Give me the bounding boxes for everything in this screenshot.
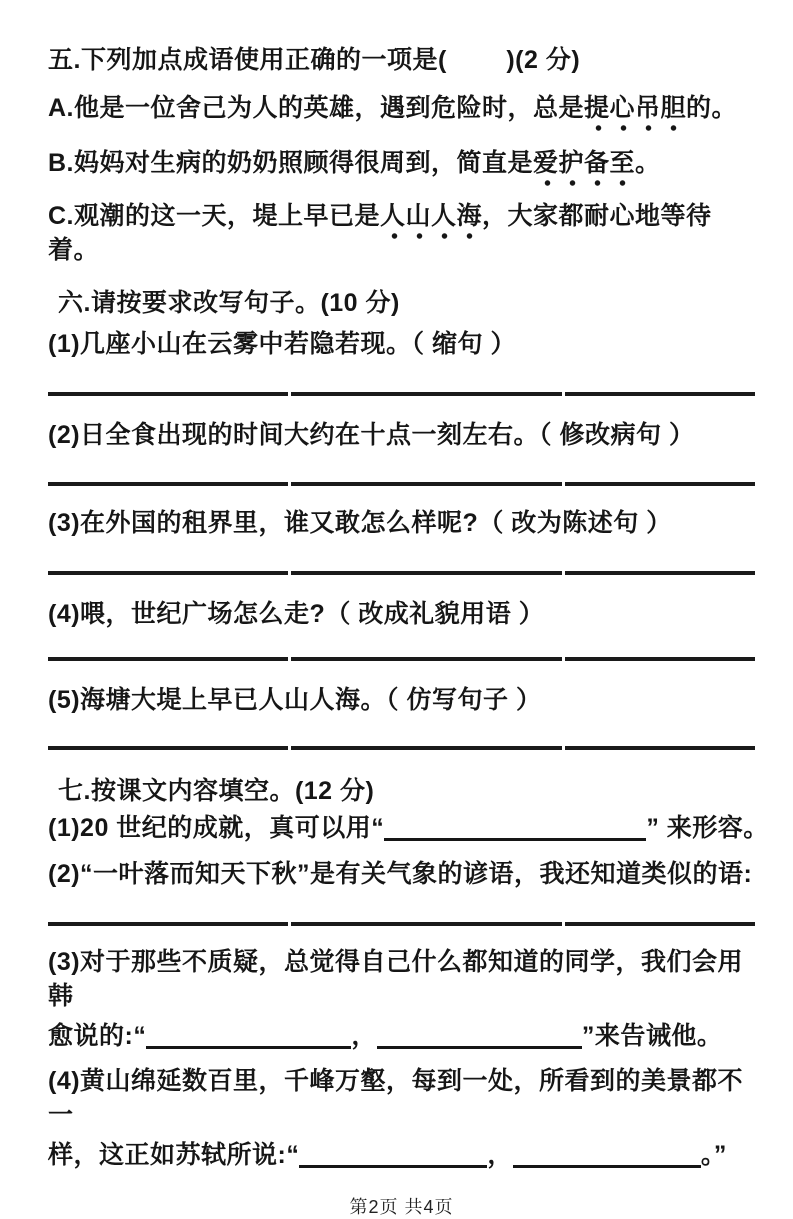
answer-line (48, 571, 755, 575)
answer-line-segment (565, 392, 755, 396)
option-b-emphasized-idiom: 爱护备至 (533, 149, 635, 186)
answer-line-segment (291, 571, 562, 575)
q6-item-4: (4)喂，世纪广场怎么走?（ 改成礼貌用语 ） (48, 600, 545, 628)
fill-blank (146, 1024, 351, 1049)
q6-item-1: (1)几座小山在云雾中若隐若现。（ 缩句 ） (48, 330, 516, 358)
fill-blank (299, 1143, 487, 1168)
answer-line (48, 482, 755, 486)
answer-line-segment (48, 657, 288, 661)
q6-item-2: (2)日全食出现的时间大约在十点一刻左右。（ 修改病句 ） (48, 421, 695, 449)
answer-line-segment (565, 746, 755, 750)
answer-line-segment (291, 392, 562, 396)
answer-line-segment (565, 657, 755, 661)
option-b (48, 146, 755, 180)
answer-line-segment (291, 922, 562, 926)
answer-line-segment (48, 571, 288, 575)
q7-item-4-comma: ， (487, 1141, 513, 1169)
answer-line-segment (48, 392, 288, 396)
answer-line-segment (291, 657, 562, 661)
q7-item-1 (48, 811, 769, 845)
option-c (48, 199, 755, 267)
q7-item-4-tail: 。” (700, 1141, 727, 1169)
section7-title: 七.按课文内容填空。(12 分) (58, 777, 375, 805)
q6-item-5: (5)海塘大堤上早已人山人海。（ 仿写句子 ） (48, 686, 542, 714)
q7-item-3-line1: (3)对于那些不质疑，总觉得自己什么都知道的同学，我们会用韩 (48, 948, 744, 1010)
fill-blank (377, 1024, 582, 1049)
option-c-emphasized-idiom: 人山人海 (380, 202, 482, 239)
q7-item-2: (2)“一叶落而知天下秋”是有关气象的谚语，我还知道类似的语: (48, 860, 753, 888)
option-b-text: B.妈妈对生病的奶奶照顾得很周到，简直是 (48, 149, 534, 177)
answer-line-segment (565, 922, 755, 926)
q7-item-4-text: 样，这正如苏轼所说:“ (48, 1141, 300, 1169)
option-b-tail: 。 (635, 149, 661, 177)
option-a-text: A.他是一位舍己为人的英雄，遇到危险时，总是 (48, 94, 585, 122)
q7-item-4-line1: (4)黄山绵延数百里，千峰万壑，每到一处，所看到的美景都不一 (48, 1067, 744, 1129)
q7-item-3-line2 (48, 1019, 755, 1053)
answer-line (48, 746, 755, 750)
fill-blank (384, 816, 646, 841)
option-a-emphasized-idiom: 提心吊胆 (584, 94, 686, 131)
q7-item-3-comma: ， (351, 1022, 377, 1050)
q6-item-3: (3)在外国的租界里，谁又敢怎么样呢?（ 改为陈述句 ） (48, 509, 672, 537)
answer-line-segment (565, 482, 755, 486)
q7-item-4-line2 (48, 1138, 755, 1172)
answer-line-segment (48, 482, 288, 486)
fill-blank (513, 1143, 701, 1168)
q7-item-1-text: (1)20 世纪的成就，真可以用“ (48, 814, 385, 842)
section5-title: 五.下列加点成语使用正确的一项是( )(2 分) (48, 46, 581, 74)
option-c-tail: ，大家都耐心地等待着。 (48, 202, 712, 264)
option-a (48, 91, 755, 125)
answer-line-segment (48, 922, 288, 926)
answer-line (48, 922, 755, 926)
answer-line-segment (48, 746, 288, 750)
answer-line-segment (291, 482, 562, 486)
q7-item-3-text: 愈说的:“ (48, 1022, 147, 1050)
answer-line-segment (291, 746, 562, 750)
answer-line-segment (565, 571, 755, 575)
section6-title: 六.请按要求改写句子。(10 分) (58, 289, 400, 317)
option-a-tail: 的。 (686, 94, 738, 122)
answer-line (48, 392, 755, 396)
q7-item-3-tail: ”来告诫他。 (581, 1022, 723, 1050)
page-footer: 第2页 共4页 (349, 1197, 454, 1217)
option-c-text: C.观潮的这一天，堤上早已是 (48, 202, 381, 230)
q7-item-1-tail: ” 来形容。 (646, 814, 769, 842)
answer-line (48, 657, 755, 661)
